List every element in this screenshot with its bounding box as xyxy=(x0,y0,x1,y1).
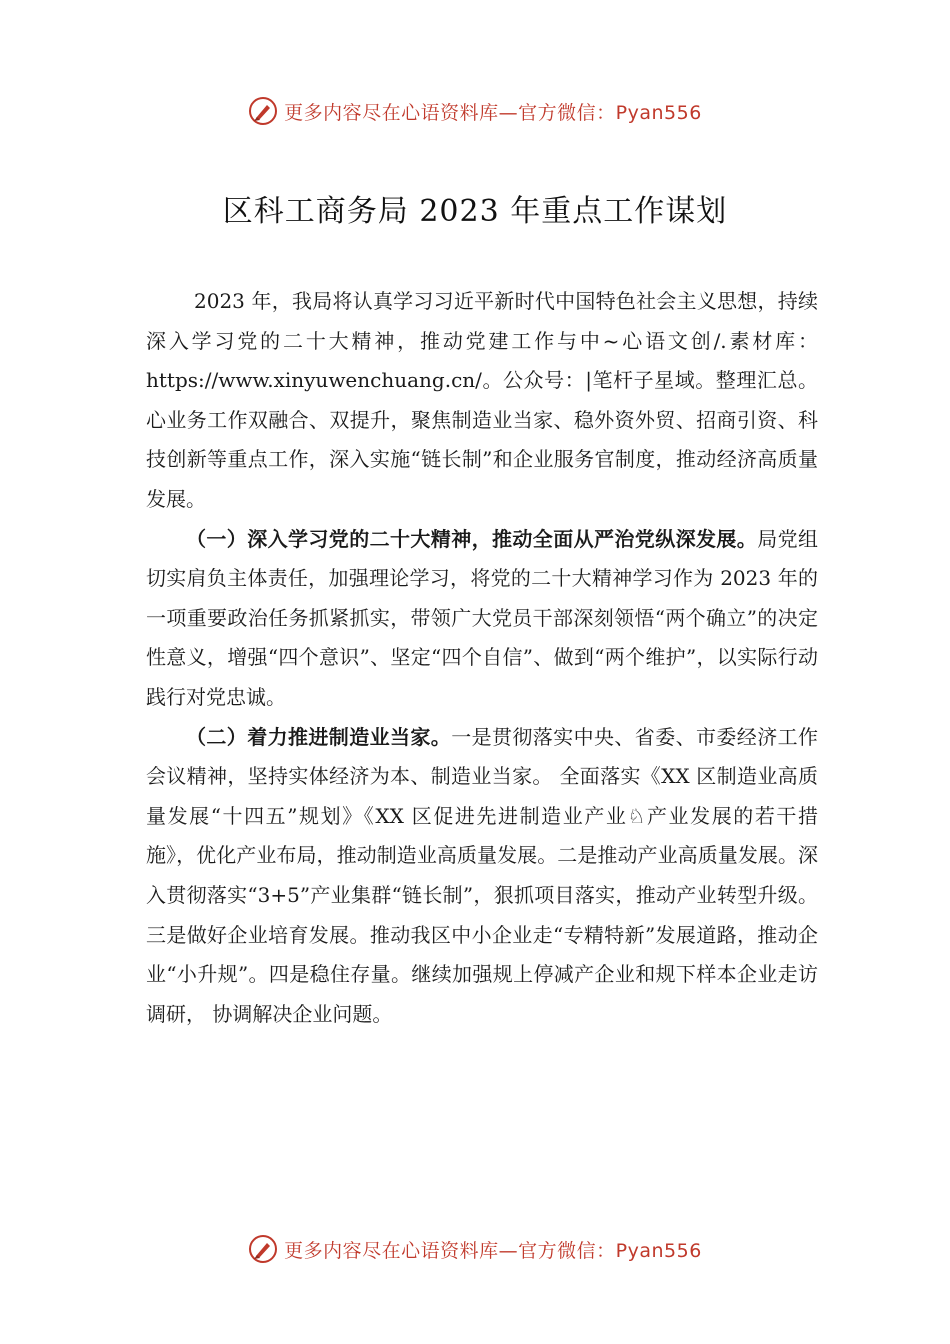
section-heading: （一）深入学习党的二十大精神，推动全面从严治党纵深发展。 xyxy=(186,526,758,551)
paragraph-body: 2023 年，我局将认真学习习近平新时代中国特色社会主义思想，持续深入学习党的二十大精神，推动党建工作与中~心语文创/.素材库：https://www.xinyuwenchuang.cn/。公众号：|笔杆子星域。整理汇总。心业务工作双融合、双提升，聚焦制造业当家、稳外资外贸、招商引资、科技创新等重点工作，深入实施“链长制”和企业服务官制度，推动经济高质量发展。 xyxy=(146,289,818,511)
document-body xyxy=(146,282,818,1034)
paragraph-section-2 xyxy=(146,718,818,1035)
watermark-text: 更多内容尽在心语资料库—官方微信：Pyan556 xyxy=(284,1239,702,1262)
watermark-text: 更多内容尽在心语资料库—官方微信：Pyan556 xyxy=(284,101,702,124)
paragraph-body: 局党组切实肩负主体责任，加强理论学习，将党的二十大精神学习作为 2023 年的一项重要政治任务抓紧抓实，带领广大党员干部深刻领悟“两个确立”的决定性意义，增强“四个意识”、坚定“四个自信”、做到“两个维护”，以实际行动践行对党忠诚。 xyxy=(146,526,819,709)
section-heading: （二）着力推进制造业当家。 xyxy=(186,724,452,749)
pen-logo-icon xyxy=(248,96,278,126)
watermark-header xyxy=(0,96,950,126)
pen-logo-icon xyxy=(248,1234,278,1264)
paragraph-section-1 xyxy=(146,520,818,718)
document-title: 区科工商务局 2023 年重点工作谋划 xyxy=(222,194,728,229)
paragraph-body: 一是贯彻落实中央、省委、市委经济工作会议精神，坚持实体经济为本、制造业当家。 全面落实《XX 区制造业高质量发展“十四五”规划》《XX 区促进先进制造业产业♘产业发展的若干措施》，优化产业布局，推动制造业高质量发展。二是推动产业高质量发展。深入贯彻落实“3+5”产业集群“链长制”，狠抓项目落实，推动产业转型升级。三是做好企业培育发展。推动我区中小企业走“专精特新”发展道路，推动企业“小升规”。四是稳住存量。继续加强规上停减产企业和规下样本企业走访调研， 协调解决企业问题。 xyxy=(146,724,819,1026)
watermark-footer xyxy=(0,1234,950,1264)
paragraph-intro xyxy=(146,282,818,520)
